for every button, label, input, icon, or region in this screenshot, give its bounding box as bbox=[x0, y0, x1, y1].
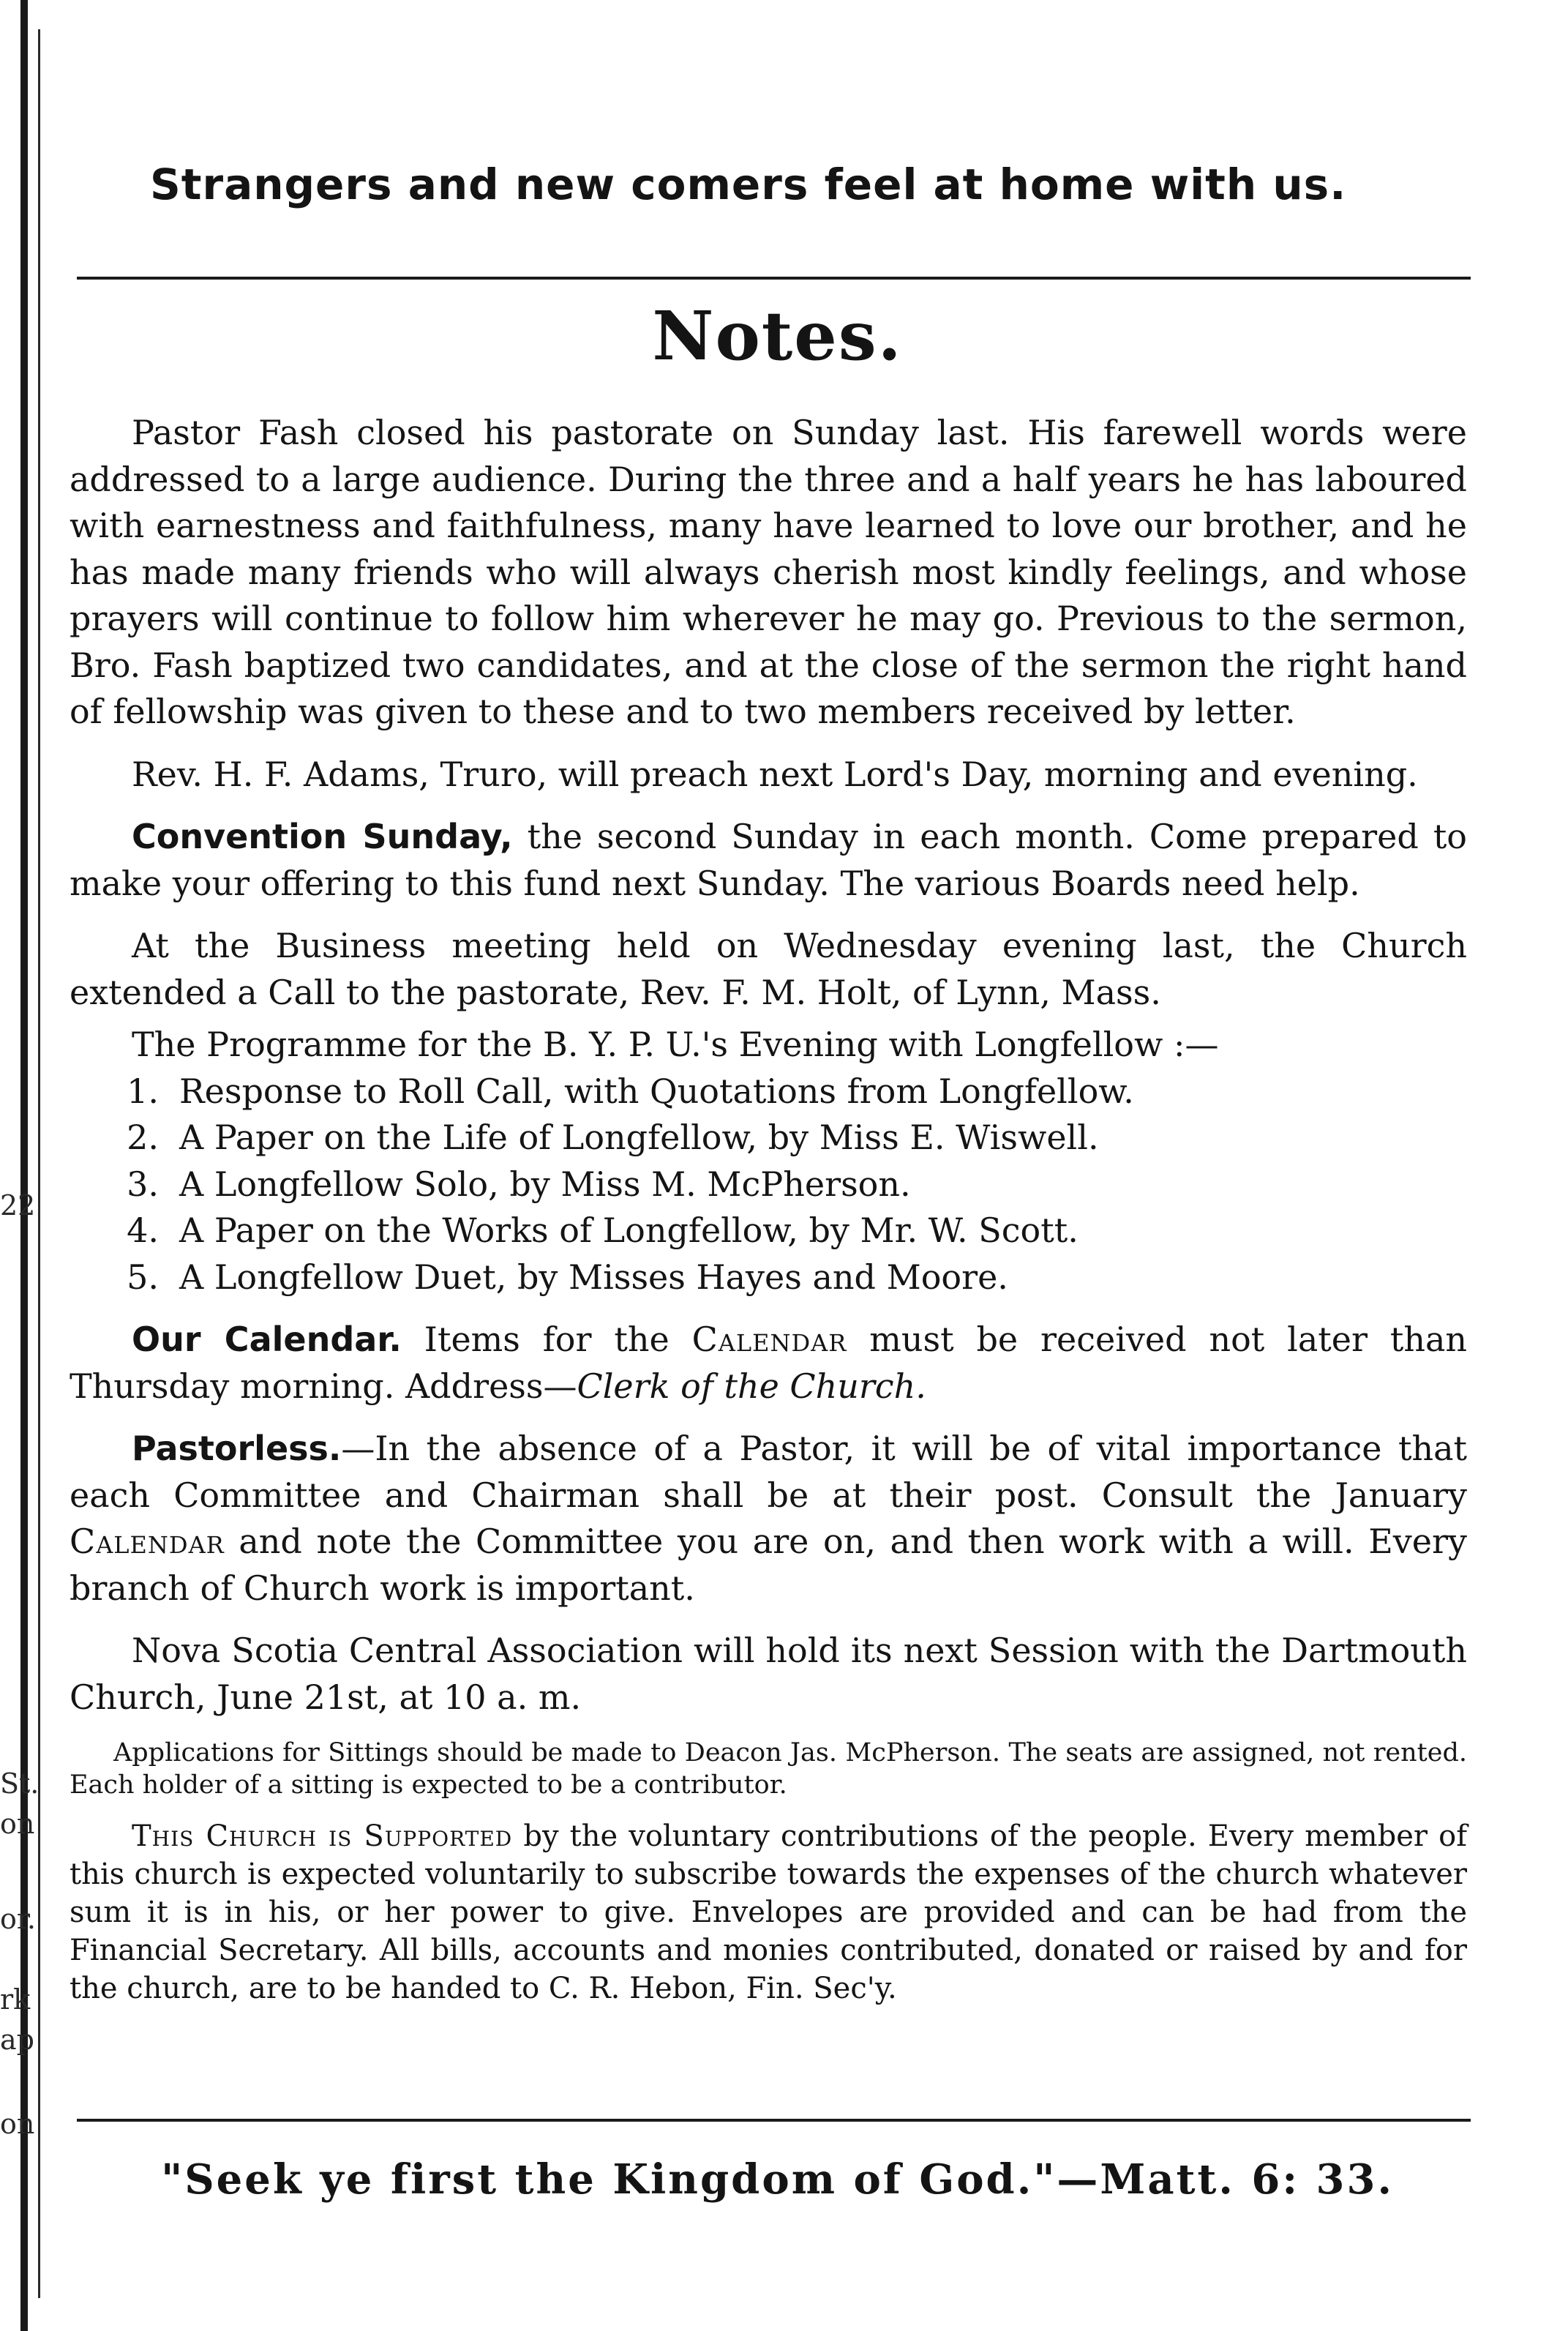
top-divider bbox=[77, 277, 1471, 280]
bottom-divider bbox=[77, 2119, 1471, 2122]
programme-intro: The Programme for the B. Y. P. U.'s Evening with Longfellow :— bbox=[132, 1025, 1219, 1064]
list-item bbox=[70, 1208, 1467, 1254]
note-association: Nova Scotia Central Association will hold its next Session with the Dartmouth Church, June 21st, at 10 a. m. bbox=[70, 1631, 1467, 1717]
margin-fragment: ap bbox=[0, 2024, 34, 2056]
list-item-number: 4. bbox=[127, 1211, 159, 1250]
note-lead: This Church is Supported bbox=[132, 1819, 513, 1853]
margin-fragment: 22 bbox=[0, 1189, 36, 1221]
list-item bbox=[70, 1069, 1467, 1115]
margin-fragment: St. bbox=[0, 1767, 40, 1800]
list-item-number: 3. bbox=[127, 1164, 159, 1204]
note-lead: Our Calendar. bbox=[132, 1320, 402, 1359]
note-lead: Pastorless. bbox=[132, 1429, 342, 1468]
programme-list bbox=[70, 1069, 1467, 1301]
note-lead: Convention Sunday, bbox=[132, 817, 513, 856]
note-text: Items for the bbox=[401, 1320, 692, 1359]
list-item bbox=[70, 1254, 1467, 1301]
notes-body bbox=[70, 410, 1467, 2024]
calendar-word: Calendar bbox=[691, 1320, 847, 1359]
page-tagline: Strangers and new comers feel at home with us. bbox=[150, 160, 1347, 209]
note-convention-sunday bbox=[70, 814, 1467, 907]
list-item-text: Response to Roll Call, with Quotations from Longfellow. bbox=[179, 1071, 1134, 1111]
margin-fragment: on bbox=[0, 1808, 35, 1840]
list-item-text: A Longfellow Duet, by Misses Hayes and Moore. bbox=[179, 1257, 1008, 1297]
list-item-number: 1. bbox=[127, 1071, 159, 1111]
note-text: must be received not later than Thursday morning. Address— bbox=[70, 1320, 1468, 1406]
list-item-text: A Paper on the Works of Longfellow, by Mr. W. Scott. bbox=[179, 1211, 1079, 1250]
list-item-number: 5. bbox=[127, 1257, 159, 1297]
left-margin-rule-inner bbox=[38, 29, 40, 2298]
note-text: by the voluntary contributions of the people. Every member of this church is expected voluntarily to subscribe towards the expenses of the church whatever sum it is in his, or her power to give. Envelopes are provided and can be had from the Financial Secretary. All bills, accounts and monies contributed, donated or raised by and for the church, are to be handed to C. R. Hebon, Fin. Sec'y. bbox=[70, 1819, 1467, 2005]
footer-verse: "Seek ye first the Kingdom of God."—Matt. 6: 33. bbox=[161, 2155, 1394, 2204]
address-text: Clerk of the Church. bbox=[577, 1366, 926, 1406]
list-item bbox=[70, 1161, 1467, 1208]
list-item-text: A Paper on the Life of Longfellow, by Miss E. Wiswell. bbox=[179, 1118, 1099, 1157]
note-pastor-farewell: Pastor Fash closed his pastorate on Sunday last. His farewell words were addressed to a large audience. During the three and a half years he has laboured with earnestness and faithfulness, many have learned to love our brother, and he has made many friends who will always cherish most kindly feelings, and whose prayers will continue to follow him wherever he may go. Previous to the sermon, Bro. Fash baptized two candidates, and at the close of the sermon the right hand of fellowship was given to these and to two members received by letter. bbox=[70, 413, 1467, 731]
list-item-text: A Longfellow Solo, by Miss M. McPherson. bbox=[179, 1164, 911, 1204]
note-guest-preacher: Rev. H. F. Adams, Truro, will preach next Lord's Day, morning and evening. bbox=[132, 754, 1418, 794]
note-business-meeting: At the Business meeting held on Wednesday evening last, the Church extended a Call to the pastorate, Rev. F. M. Holt, of Lynn, Mass. bbox=[70, 926, 1467, 1012]
margin-fragment: rk bbox=[0, 1983, 31, 2016]
note-church-support bbox=[70, 1817, 1467, 2008]
calendar-word: Calendar bbox=[70, 1522, 225, 1561]
note-text: —In the absence of a Pastor, it will be of vital importance that each Committee and Chairman shall be at their post. Consult the January bbox=[70, 1429, 1467, 1515]
margin-fragment: on bbox=[0, 2108, 35, 2140]
margin-fragment: or. bbox=[0, 1903, 36, 1935]
section-title: Notes. bbox=[652, 296, 903, 375]
list-item bbox=[70, 1115, 1467, 1161]
list-item-number: 2. bbox=[127, 1118, 159, 1157]
bulletin-page bbox=[70, 0, 1485, 2331]
note-text: the second Sunday in each month. Come prepared to make your offering to this fund next Sunday. The various Boards need help. bbox=[70, 817, 1468, 903]
left-margin-rule bbox=[20, 0, 28, 2331]
note-sittings: Applications for Sittings should be made to Deacon Jas. McPherson. The seats are assigned, not rented. Each holder of a sitting is expected to be a contributor. bbox=[70, 1738, 1467, 1800]
note-pastorless bbox=[70, 1426, 1467, 1612]
note-text: and note the Committee you are on, and then work with a will. Every branch of Church work is important. bbox=[70, 1522, 1467, 1608]
note-our-calendar bbox=[70, 1317, 1467, 1410]
